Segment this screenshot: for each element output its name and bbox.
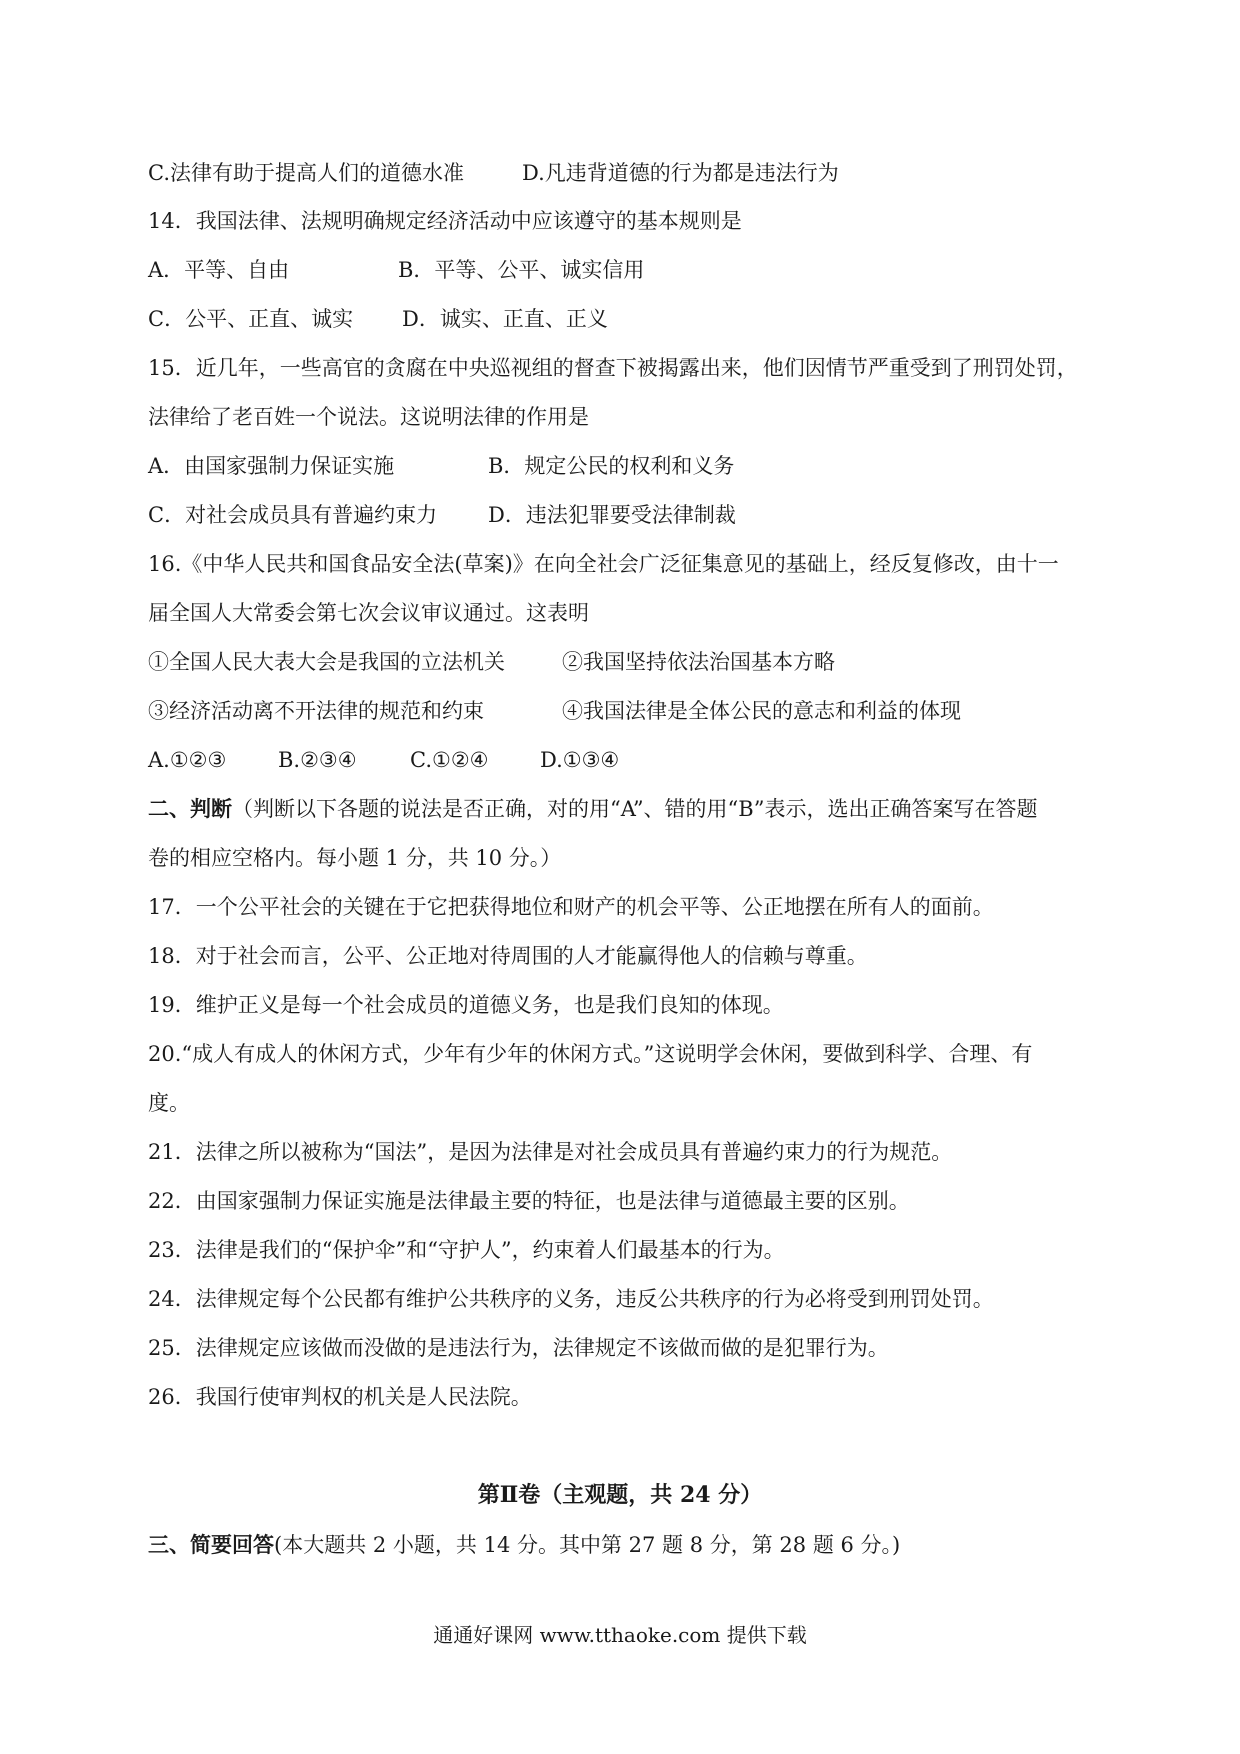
page-footer: 通通好课网 www.tthaoke.com 提供下载 [433,1623,807,1647]
q14-option-b: B．平等、公平、诚实信用 [398,258,645,282]
judgment-q19: 19．维护正义是每一个社会成员的道德义务，也是我们良知的体现。 [148,993,784,1017]
part2-title: 第Ⅱ卷（主观题，共 24 分） [477,1482,763,1508]
q14-option-a: A．平等、自由 [148,258,290,282]
judgment-q20-line1: 20.“成人有成人的休闲方式，少年有少年的休闲方式。”这说明学会休闲，要做到科学、合理、有 [148,1042,1033,1066]
q16-statement-3: ③经济活动离不开法律的规范和约束 [148,699,484,723]
q16-option-d: D.①③④ [540,748,620,772]
q14-option-c: C．公平、正直、诚实 [148,307,354,331]
section3-title: 三、简要回答 [148,1532,274,1557]
q16-option-a: A.①②③ [148,748,227,772]
judgment-q21: 21．法律之所以被称为“国法”，是因为法律是对社会成员具有普遍约束力的行为规范。 [148,1140,953,1164]
section2-title: 二、判断 [148,796,232,821]
q15-option-d: D．违法犯罪要受法律制裁 [488,503,736,527]
q14-option-d: D．诚实、正直、正义 [402,307,608,331]
section3-heading [148,1530,900,1560]
judgment-q25: 25．法律规定应该做而没做的是违法行为，法律规定不该做而做的是犯罪行为。 [148,1336,889,1360]
section2-desc-line2: 卷的相应空格内。每小题 1 分，共 10 分。） [148,846,562,870]
section2-heading [148,794,1037,824]
q16-option-b: B.②③④ [278,748,357,772]
q16-stem-line1: 16.《中华人民共和国食品安全法(草案)》在向全社会广泛征集意见的基础上，经反复修改，由十一 [148,552,1059,576]
judgment-q23: 23．法律是我们的“保护伞”和“守护人”，约束着人们最基本的行为。 [148,1238,785,1262]
judgment-q24: 24．法律规定每个公民都有维护公共秩序的义务，违反公共秩序的行为必将受到刑罚处罚。 [148,1287,994,1311]
q15-option-a: A．由国家强制力保证实施 [148,454,395,478]
section2-desc-line1: （判断以下各题的说法是否正确，对的用“A”、错的用“B”表示，选出正确答案写在答题 [232,797,1038,821]
q15-option-c: C．对社会成员具有普遍约束力 [148,503,438,527]
q13-option-c: C.法律有助于提高人们的道德水准 [148,161,464,185]
judgment-q22: 22．由国家强制力保证实施是法律最主要的特征，也是法律与道德最主要的区别。 [148,1189,910,1213]
q15-stem-line1: 15．近几年，一些高官的贪腐在中央巡视组的督查下被揭露出来，他们因情节严重受到了刑罚处罚， [148,356,1078,380]
q14-stem: 14．我国法律、法规明确规定经济活动中应该遵守的基本规则是 [148,209,742,233]
judgment-q20-line2: 度。 [148,1091,190,1115]
judgment-q18: 18．对于社会而言，公平、公正地对待周围的人才能赢得他人的信赖与尊重。 [148,944,868,968]
q16-statement-2: ②我国坚持依法治国基本方略 [562,650,835,674]
q16-statement-4: ④我国法律是全体公民的意志和利益的体现 [562,699,961,723]
judgment-q26: 26．我国行使审判权的机关是人民法院。 [148,1385,532,1409]
q16-option-c: C.①②④ [410,748,489,772]
q13-option-d: D.凡违背道德的行为都是违法行为 [522,161,839,185]
q15-option-b: B．规定公民的权利和义务 [488,454,735,478]
q16-stem-line2: 届全国人大常委会第七次会议审议通过。这表明 [148,601,589,625]
q15-stem-line2: 法律给了老百姓一个说法。这说明法律的作用是 [148,405,589,429]
section3-desc: (本大题共 2 小题，共 14 分。其中第 27 题 8 分，第 28 题 6 分。) [274,1533,901,1557]
judgment-q17: 17．一个公平社会的关键在于它把获得地位和财产的机会平等、公正地摆在所有人的面前。 [148,895,994,919]
q16-statement-1: ①全国人民大表大会是我国的立法机关 [148,650,505,674]
